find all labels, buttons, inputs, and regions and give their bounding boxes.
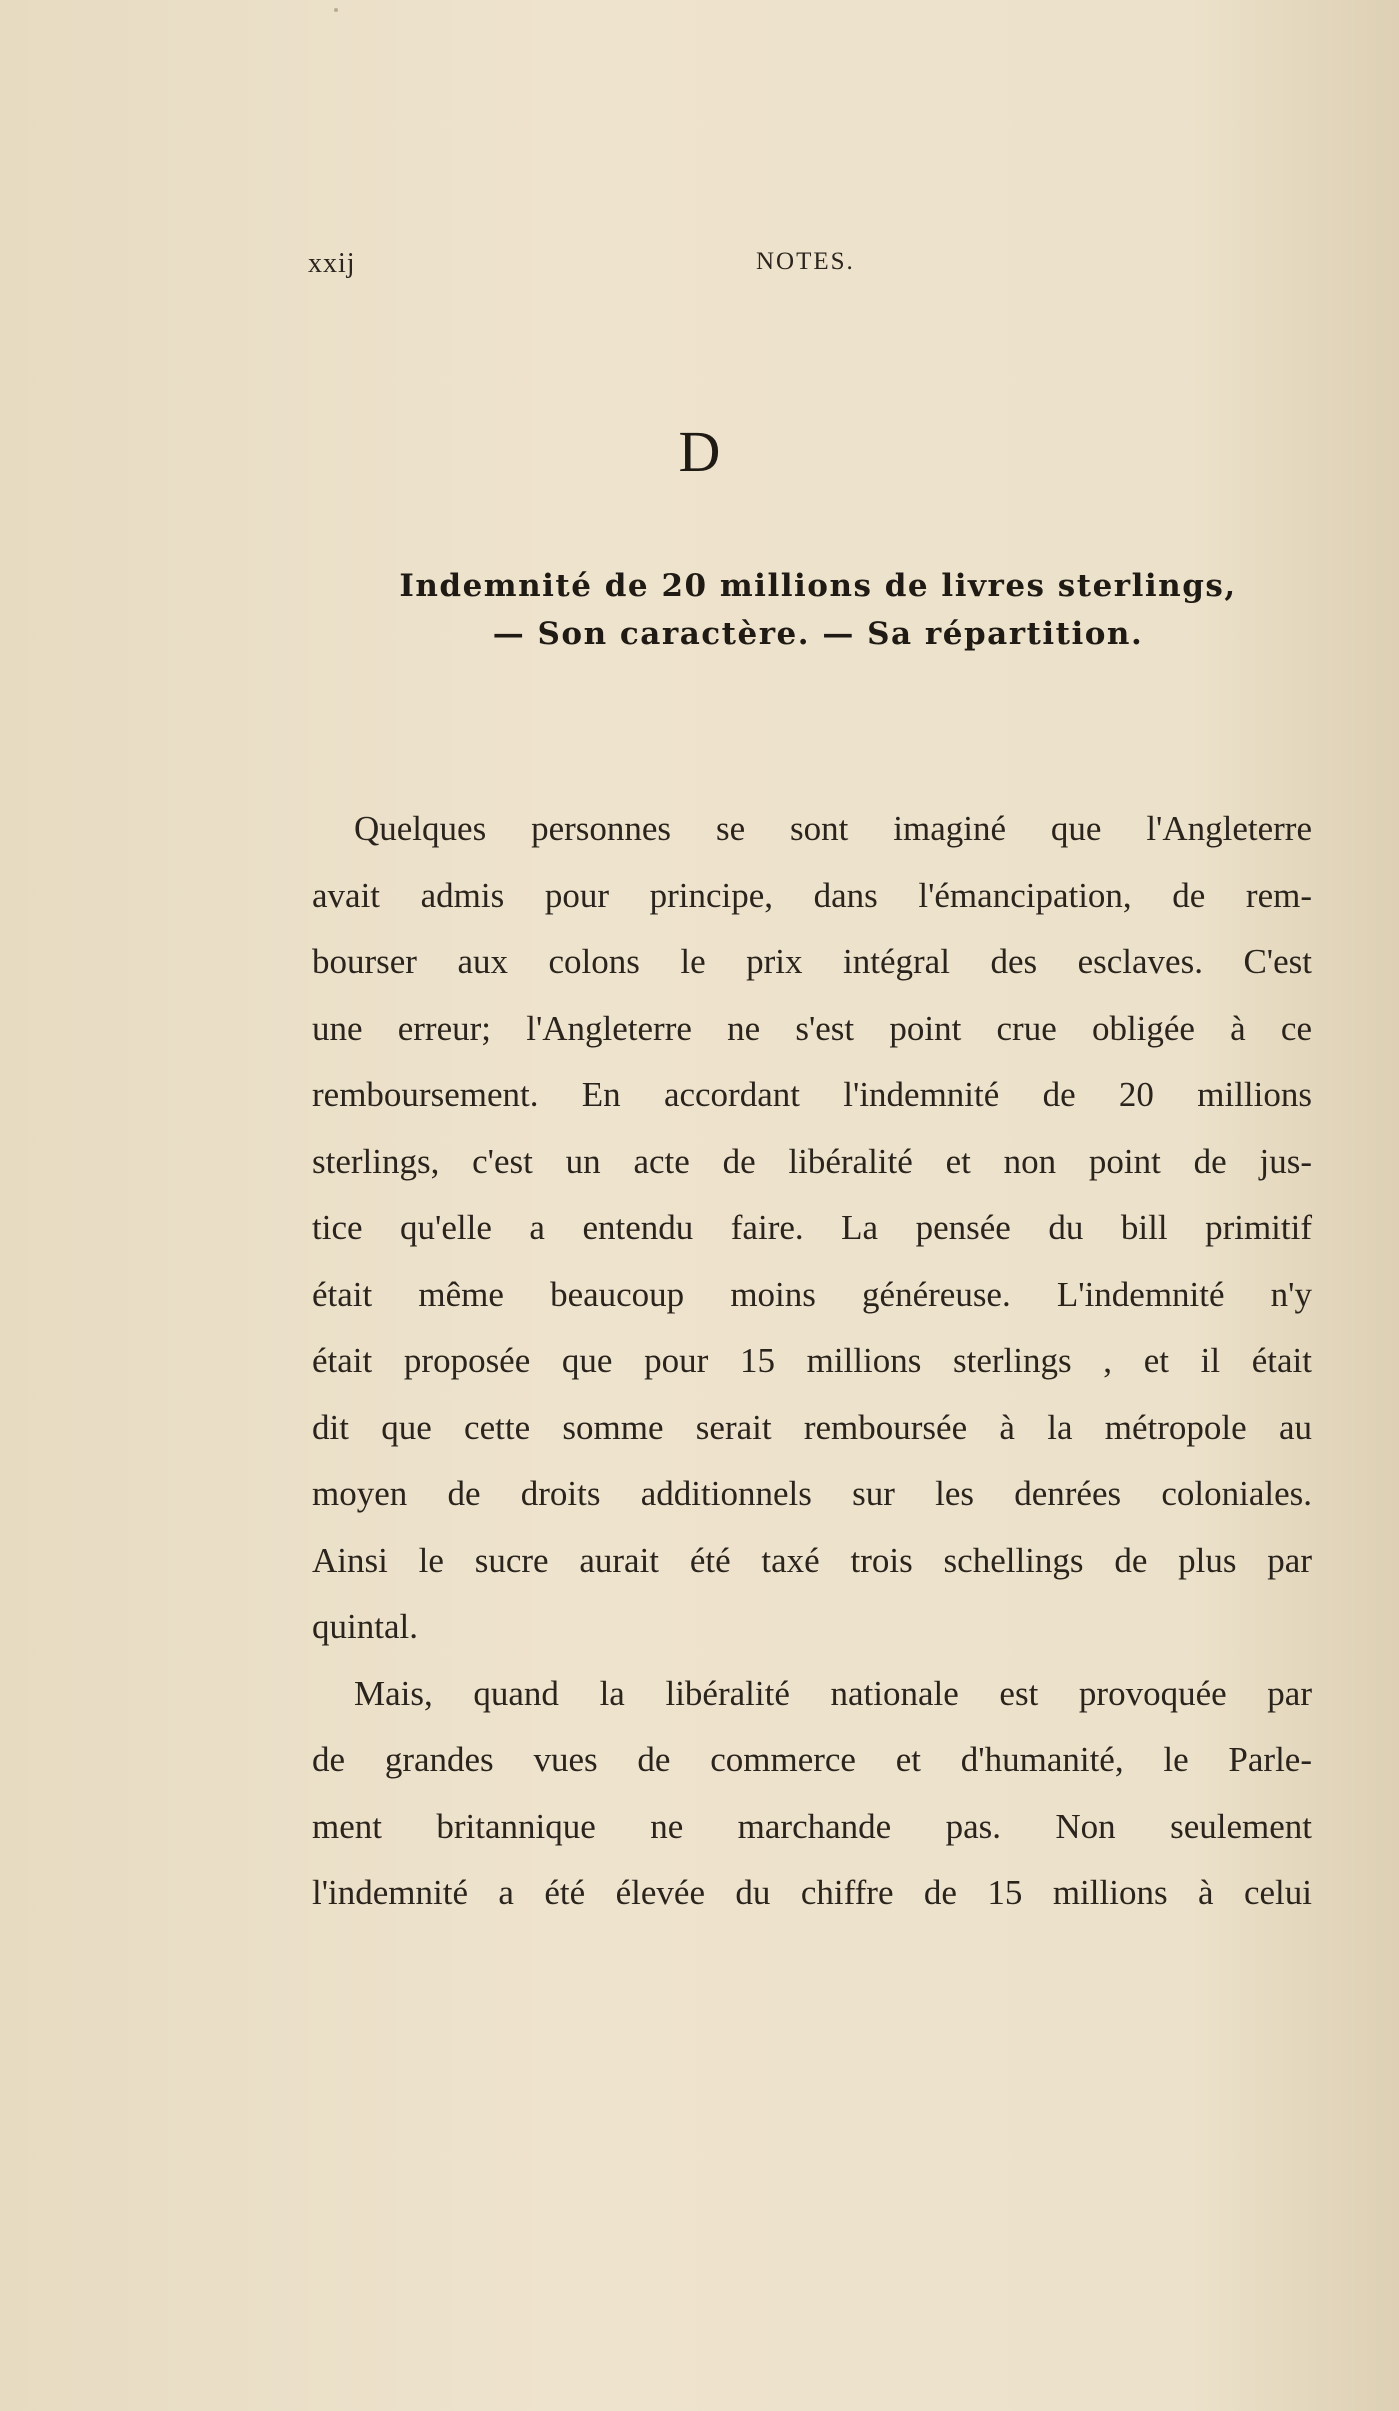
running-title: NOTES. [756,248,855,275]
text-line: Ainsi le sucre aurait été taxé trois schellings de plus par [312,1540,1312,1580]
text-line: Quelques personnes se sont imaginé que l'Angleterre [354,809,1312,848]
page-number: xxij [308,248,356,279]
text-line: bourser aux colons le prix intégral des esclaves. C'est [312,942,1312,981]
section-letter: D [678,419,721,484]
section-heading [318,562,1318,658]
heading-line-1: Indemnité de 20 millions de livres sterlings, [399,568,1237,604]
text-line: moyen de droits additionnels sur les denrées coloniales. [312,1474,1312,1513]
text-line: ment britannique ne marchande pas. Non seulement [312,1806,1312,1846]
text-line: quintal. [312,1607,418,1646]
text-line: avait admis pour principe, dans l'émancipation, de rem- [312,875,1312,915]
text-line: de grandes vues de commerce et d'humanité, le Parle- [312,1740,1312,1779]
running-head [308,248,1298,288]
text-line: dit que cette somme serait remboursée à la métropole au [312,1407,1312,1447]
text-line: était proposée que pour 15 millions sterlings , et il était [312,1341,1312,1380]
text-line: tice qu'elle a entendu faire. La pensée du bill primitif [312,1208,1312,1247]
text-line: Mais, quand la libéralité nationale est provoquée par [354,1673,1312,1713]
text-line: l'indemnité a été élevée du chiffre de 15 millions à celui [312,1873,1312,1912]
paper-fleck [334,8,338,12]
text-line: remboursement. En accordant l'indemnité de 20 millions [312,1075,1312,1114]
text-line: sterlings, c'est un acte de libéralité et non point de jus- [312,1141,1312,1181]
heading-line-2: — Son caractère. — Sa répartition. [492,616,1144,652]
text-line: était même beaucoup moins généreuse. L'indemnité n'y [312,1274,1312,1314]
text-line: une erreur; l'Angleterre ne s'est point crue obligée à ce [312,1008,1312,1048]
body-text [312,796,1312,1927]
